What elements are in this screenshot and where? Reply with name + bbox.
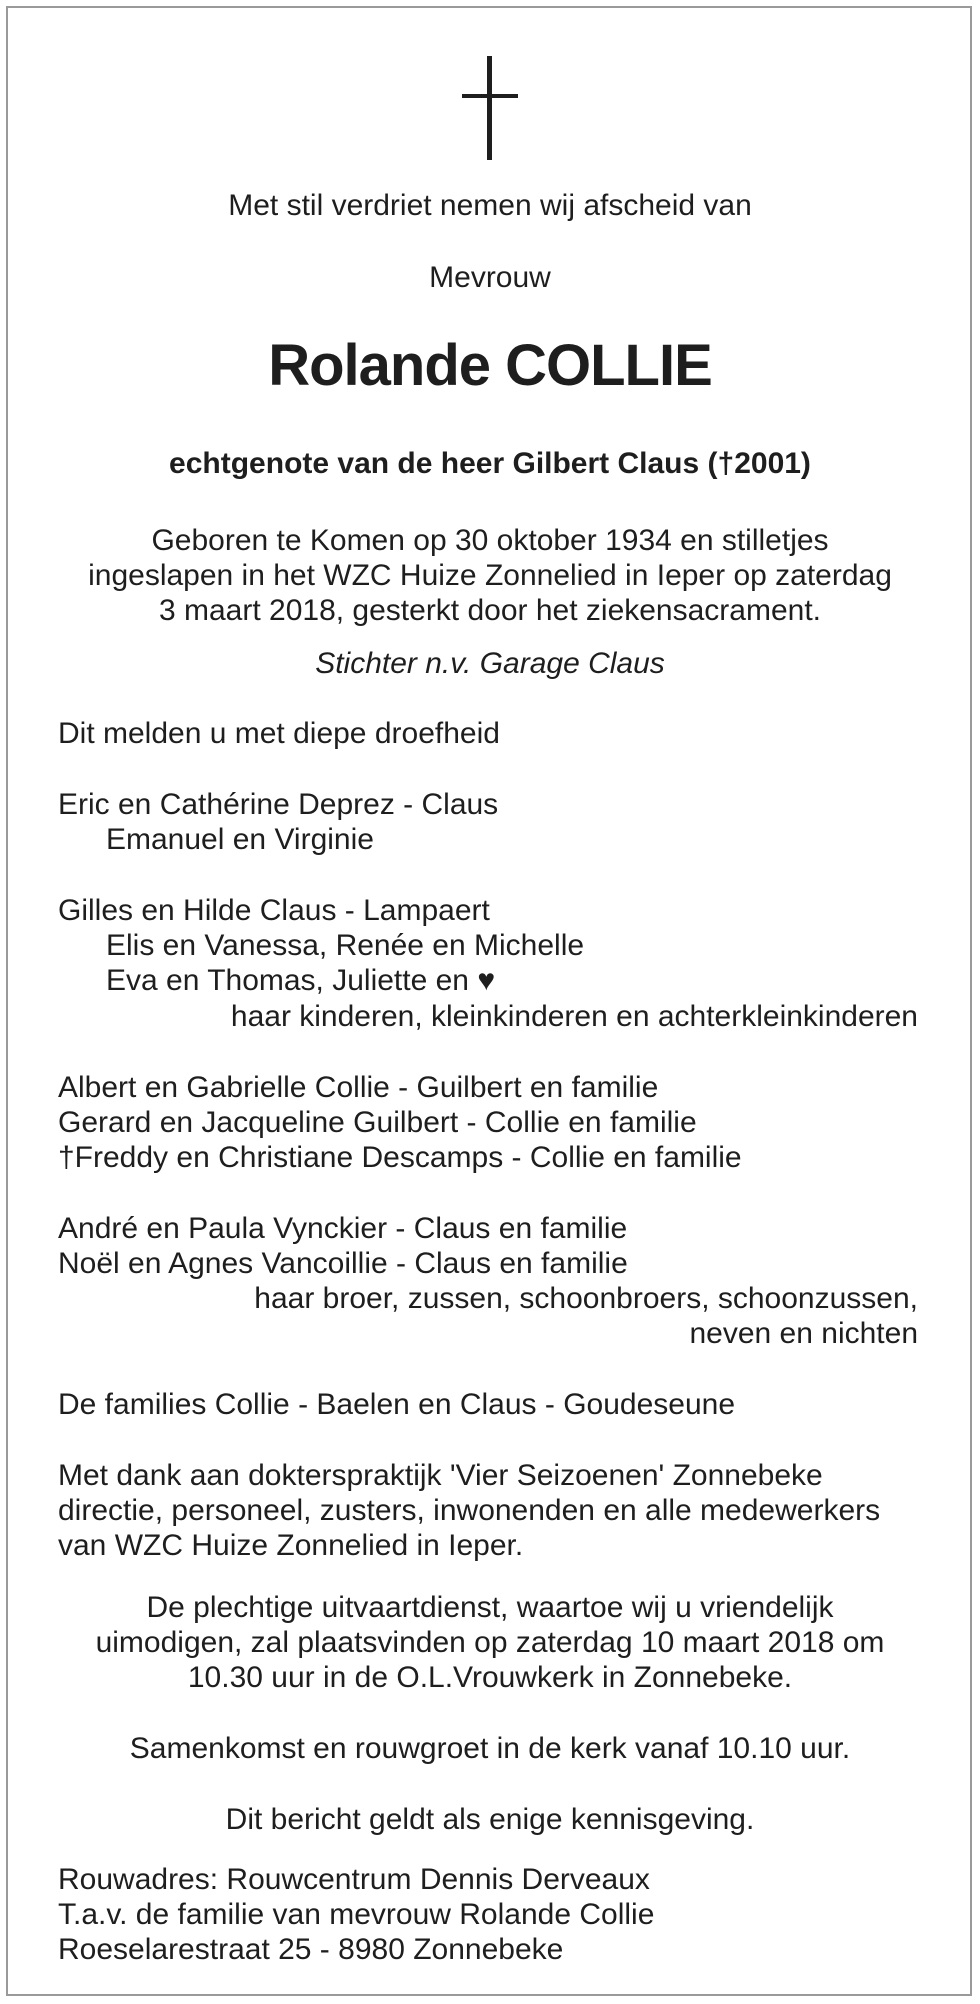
founder-line: Stichter n.v. Garage Claus — [315, 647, 665, 680]
address-line: Roeselarestraat 25 - 8980 Zonnebeke — [58, 1933, 564, 1966]
relation-role: haar broer, zussen, schoonbroers, schoonzussen, — [254, 1282, 918, 1315]
deceased-name: Rolande COLLIE — [268, 333, 712, 398]
grandchildren-line: Emanuel en Virginie — [106, 823, 374, 856]
address-line: T.a.v. de familie van mevrouw Rolande Collie — [58, 1898, 655, 1931]
relation-role: neven en nichten — [689, 1317, 918, 1350]
funeral-line: De plechtige uitvaartdienst, waartoe wij u vriendelijk — [146, 1591, 834, 1624]
funeral-line: 10.30 uur in de O.L.Vrouwkerk in Zonnebeke. — [187, 1661, 793, 1694]
cross-icon — [462, 56, 518, 160]
sibling-line: André en Paula Vynckier - Claus en familie — [58, 1212, 628, 1245]
grandchildren-line: Eva en Thomas, Juliette en ♥ — [106, 964, 496, 997]
gathering-line: Samenkomst en rouwgroet in de kerk vanaf 10.10 uur. — [129, 1732, 851, 1765]
sibling-line: Albert en Gabrielle Collie - Guilbert en familie — [58, 1071, 659, 1104]
birth-text-line: Geboren te Komen op 30 oktober 1934 en stilletjes — [151, 524, 829, 557]
birth-text-line: 3 maart 2018, gesterkt door het ziekensacrament. — [158, 594, 822, 627]
address-line: Rouwadres: Rouwcentrum Dennis Derveaux — [58, 1863, 650, 1896]
intro-text: Met stil verdriet nemen wij afscheid van — [228, 189, 752, 222]
thanks-line: Met dank aan dokterspraktijk 'Vier Seizoenen' Zonnebeke — [58, 1459, 823, 1492]
relation-role: haar kinderen, kleinkinderen en achterkleinkinderen — [230, 1000, 918, 1033]
sibling-line: †Freddy en Christiane Descamps - Collie en familie — [58, 1141, 742, 1174]
notice-line: Dit bericht geldt als enige kennisgeving. — [225, 1803, 755, 1836]
family-line: Gilles en Hilde Claus - Lampaert — [58, 894, 490, 927]
families-line: De families Collie - Baelen en Claus - Goudeseune — [58, 1388, 736, 1421]
thanks-line: directie, personeel, zusters, inwonenden en alle medewerkers — [58, 1494, 881, 1527]
family-line: Eric en Cathérine Deprez - Claus — [58, 788, 499, 821]
thanks-line: van WZC Huize Zonnelied in Ieper. — [58, 1529, 524, 1562]
sibling-line: Noël en Agnes Vancoillie - Claus en familie — [58, 1247, 628, 1280]
spouse-line: echtgenote van de heer Gilbert Claus (†2001) — [169, 447, 811, 480]
funeral-line: uimodigen, zal plaatsvinden op zaterdag 10 maart 2018 om — [95, 1626, 885, 1659]
birth-text-line: ingeslapen in het WZC Huize Zonnelied in Ieper op zaterdag — [88, 559, 892, 592]
sibling-line: Gerard en Jacqueline Guilbert - Collie en familie — [58, 1106, 697, 1139]
salutation: Mevrouw — [429, 261, 551, 294]
announce-line: Dit melden u met diepe droefheid — [58, 717, 500, 750]
grandchildren-line: Elis en Vanessa, Renée en Michelle — [106, 929, 585, 962]
